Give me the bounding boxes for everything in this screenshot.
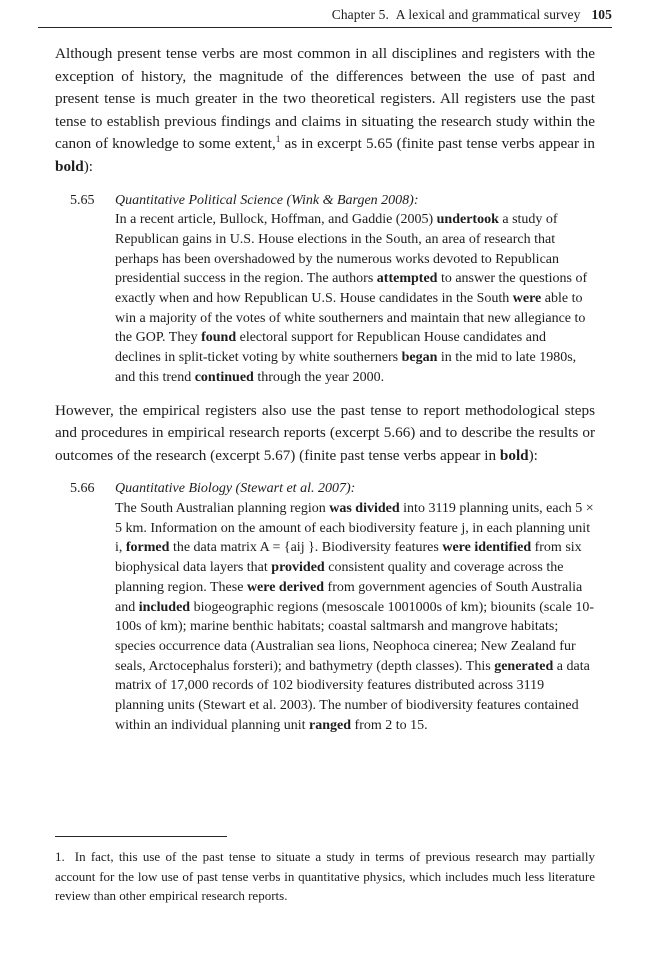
excerpt-content — [115, 479, 595, 735]
excerpt-title: Quantitative Political Science (Wink & Bargen 2008): — [115, 192, 419, 208]
excerpt-content — [115, 191, 595, 388]
running-head-title: Chapter 5. A lexical and grammatical survey — [331, 7, 581, 22]
page-body — [55, 43, 595, 736]
footnote-text: 1. In fact, this use of the past tense to situate a study in terms of previous research may partially account for the low use of past tense verbs in quantitative physics, which includes much less literature review than other empirical research reports. — [55, 849, 595, 904]
excerpt-number: 5.65 — [70, 192, 95, 208]
page-number: 105 — [591, 7, 612, 22]
transition-paragraph: However, the empirical registers also use the past tense to report methodological steps and procedures in empirical research reports (excerpt 5.66) and to describe the results or outcomes of the research (excerpt 5.67) (finite past tense verbs appear in bold): — [55, 401, 595, 464]
header-rule — [38, 27, 612, 28]
excerpt-number: 5.66 — [70, 481, 95, 497]
footnote-rule — [55, 836, 227, 837]
intro-paragraph: Although present tense verbs are most common in all disciplines and registers with the exception of history, the magnitude of the differences between the use of past and present tense is much greater in the two theoretical registers. All registers use the past tense to establish previous findings and claims in situating the research study within the canon of knowledge to some extent,$^1$ as in excerpt 5.65 (finite past tense verbs appear in bold): — [55, 45, 595, 175]
page-header — [38, 7, 612, 23]
excerpt-title: Quantitative Biology (Stewart et al. 2007): — [115, 481, 356, 497]
footnote-area — [55, 836, 595, 906]
excerpt-5-65 — [70, 191, 595, 388]
excerpt-body: In a recent article, Bullock, Hoffman, and Gaddie (2005) undertook a study of Republican gains in U.S. House elections in the South, an area of research that perhaps has been overshadowed by the numerous works devoted to Republican presidential success in the region. The authors attempted to answer the questions of exactly when and how Republican U.S. House candidates in the South were able to win a majority of the votes of white southerners and maintain that new allegiance to the GOP. They found electoral support for Republican House candidates and declines in split-ticket voting by white southerners began in the mid to late 1980s, and this trend continued through the year 2000. — [115, 212, 588, 385]
excerpt-body: The South Australian planning region was divided into 3119 planning units, each 5 × 5 km. Information on the amount of each biodiversity feature j, in each planning unit i, formed the data matrix A = {aij }. Biodiversity features were identified from six biophysical data layers that provided consistent quality and coverage across the planning region. These were derived from government agencies of South Australia and included biogeographic regions (mesoscale 1001000s of km); biounits (scale 10-100s of km); marine benthic habitats; coastal saltmarsh and mangrove habitats; species occurrence data (Australian sea lions, Neophoca cinerea; New Zealand fur seals, Arctocephalus forsteri); and bathymetry (depth classes). This generated a data matrix of 17,000 records of 102 biodiversity features distributed across 3119 planning units (Stewart et al. 2003). The number of biodiversity features contained within an individual planning unit ranged from 2 to 15. — [115, 501, 595, 733]
excerpt-5-66 — [70, 479, 595, 735]
